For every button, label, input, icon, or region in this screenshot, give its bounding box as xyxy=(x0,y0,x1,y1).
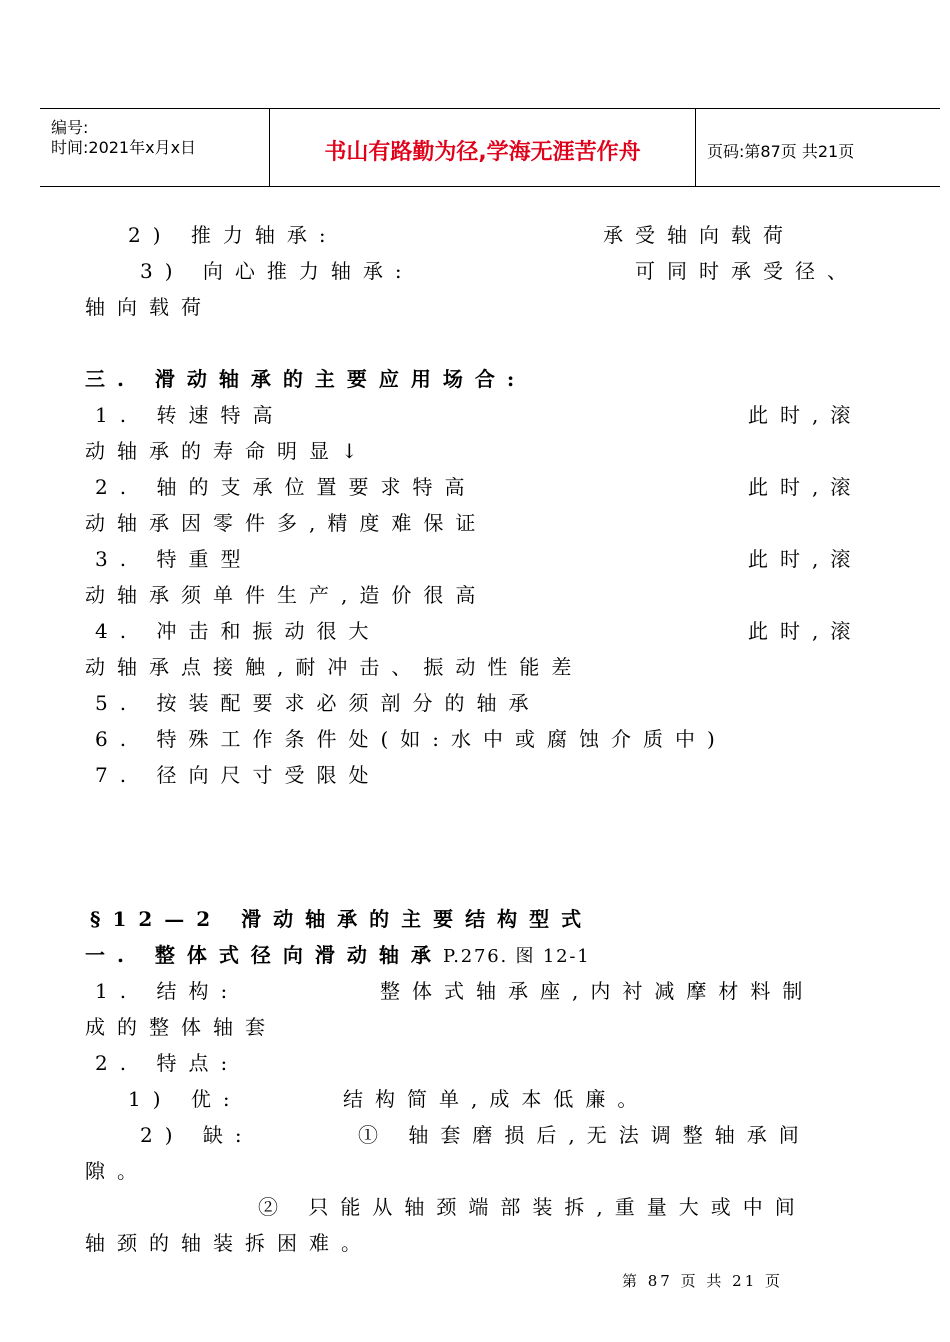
list-item-continuation: 隙。 xyxy=(85,1159,149,1183)
document-time-label: 时间:2021年x月x日 xyxy=(51,138,197,157)
figure-reference: P.276. 图 12-1 xyxy=(442,946,591,967)
section-heading: 三. 滑动轴承的主要应用场合: xyxy=(85,367,527,391)
list-item-right: 结构简单,成本低廉。 xyxy=(343,1087,650,1111)
subsection-heading xyxy=(85,941,590,971)
text-line: 3) 向心推力轴承: xyxy=(140,259,414,283)
list-item-continuation: 轴颈的轴装拆困难。 xyxy=(85,1231,373,1255)
page-footer: 第 87 页 共 21 页 xyxy=(622,1272,784,1290)
list-item-right: 此时,滚 xyxy=(748,475,863,499)
list-item-right: ① 轴套磨损后,无法调整轴承间 xyxy=(358,1123,811,1147)
list-item: 4. 冲击和振动很大 xyxy=(95,619,381,643)
text-line: 2) 推力轴承: xyxy=(128,223,338,247)
list-item: 3. 特重型 xyxy=(95,547,253,571)
document-number-label: 编号: xyxy=(51,118,89,137)
header-motto-cell xyxy=(270,109,696,186)
text-line-right: 可同时承受径、 xyxy=(635,259,859,283)
list-item-continuation: 成的整体轴套 xyxy=(85,1015,277,1039)
list-item: 2. 轴的支承位置要求特高 xyxy=(95,475,477,499)
list-item-continuation: 动轴承因零件多,精度难保证 xyxy=(85,511,488,535)
list-item-continuation: 动轴承的寿命明显↓ xyxy=(85,439,370,463)
list-item-right: 此时,滚 xyxy=(748,619,863,643)
list-item-right: 此时,滚 xyxy=(748,403,863,427)
list-item-continuation: 动轴承点接触,耐冲击、振动性能差 xyxy=(85,655,584,679)
header-page-cell xyxy=(696,109,940,186)
list-item-right: 此时,滚 xyxy=(748,547,863,571)
list-item: 2) 缺: xyxy=(140,1123,254,1147)
header-info-cell xyxy=(40,109,270,186)
section-title: §12—2 滑动轴承的主要结构型式 xyxy=(90,907,594,931)
list-item: 1. 转速特高 xyxy=(95,403,285,427)
list-item: 5. 按装配要求必须剖分的轴承 xyxy=(95,691,541,715)
list-item: 6. 特殊工作条件处(如:水中或腐蚀介质中) xyxy=(95,727,727,751)
list-item-continuation: 动轴承须单件生产,造价很高 xyxy=(85,583,488,607)
list-item: 1. 结构: xyxy=(95,979,240,1003)
header-motto: 书山有路勤为径,学海无涯苦作舟 xyxy=(324,140,641,165)
subsection-title: 一. 整体式径向滑动轴承 xyxy=(85,943,443,967)
list-item-right: 整体式轴承座,内衬减摩材料制 xyxy=(380,979,815,1003)
list-item: 7. 径向尺寸受限处 xyxy=(95,763,381,787)
text-line: 轴向载荷 xyxy=(85,295,213,319)
header-page-info: 页码:第87页 共21页 xyxy=(707,142,855,161)
text-line-right: 承受轴向载荷 xyxy=(603,223,795,247)
list-item: 1) 优: xyxy=(128,1087,242,1111)
page-header xyxy=(40,108,940,187)
list-item: ② 只能从轴颈端部装拆,重量大或中间 xyxy=(258,1195,807,1219)
list-item: 2. 特点: xyxy=(95,1051,240,1075)
